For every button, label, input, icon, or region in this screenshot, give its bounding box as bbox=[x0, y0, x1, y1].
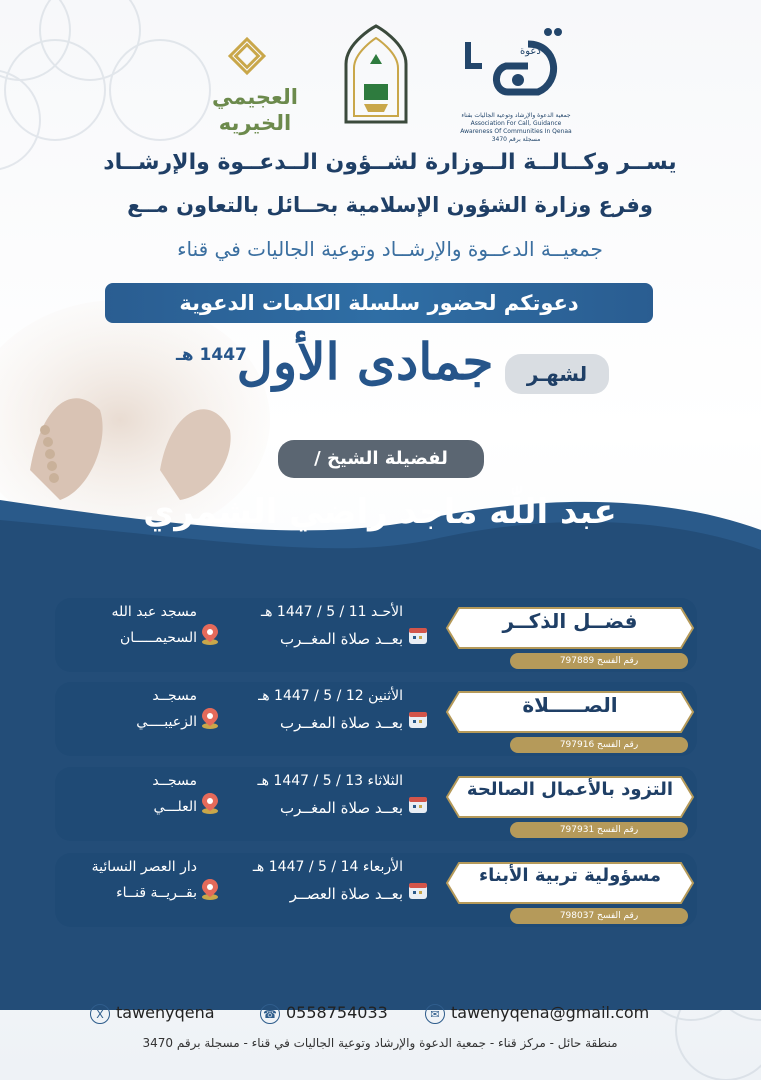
x-logo-icon: X bbox=[90, 1004, 110, 1024]
phone-number: 0558754033 bbox=[286, 1003, 388, 1022]
calendar-icon bbox=[407, 879, 429, 901]
mail-icon: ✉ bbox=[425, 1004, 445, 1024]
x-contact[interactable] bbox=[90, 1000, 215, 1026]
lecture-title: الصـــــلاة bbox=[522, 693, 618, 717]
calendar-icon bbox=[407, 624, 429, 646]
location-pin-icon bbox=[199, 622, 221, 646]
ajaimi-line1: العجيمي bbox=[212, 85, 298, 109]
ajaimi-name bbox=[190, 84, 320, 136]
permit-badge: رقم الفسح 798037 bbox=[510, 908, 688, 924]
venue-line-1: مسجــد bbox=[152, 688, 197, 704]
location-pin-icon bbox=[199, 877, 221, 901]
month-title: جمادى الأول bbox=[236, 332, 494, 391]
intro-line-3: جمعيــة الدعــوة والإرشــاد وتوعية الجاليات في قناء bbox=[177, 237, 603, 261]
lecture-card bbox=[55, 853, 697, 927]
venue-line-2: بقــريــة قنــاء bbox=[116, 885, 197, 901]
x-handle: tawenyqena bbox=[116, 1003, 215, 1022]
ajaimi-line2: الخيريه bbox=[218, 111, 292, 135]
lecture-date: الأربعاء 14 / 5 / 1447 هـ bbox=[252, 859, 403, 875]
venue-line-1: مسجــد bbox=[152, 773, 197, 789]
venue-line-2: الزعيبــــي bbox=[136, 714, 197, 730]
assoc-caption-ar: جمعية الدعوة والإرشاد وتوعية الجاليات بقناء bbox=[461, 112, 571, 119]
phone-contact[interactable] bbox=[260, 1000, 388, 1026]
permit-badge: رقم الفسح 797931 bbox=[510, 822, 688, 838]
location-pin-icon bbox=[199, 791, 221, 815]
venue-line-2: السحيمـــــان bbox=[119, 630, 197, 646]
lecture-title: فضــل الذكــر bbox=[502, 609, 638, 633]
assoc-caption-en: Association For Call, Guidance Awareness Of Communities In Qenaa bbox=[460, 120, 572, 135]
lecture-date: الأثنين 12 / 5 / 1447 هـ bbox=[258, 688, 403, 704]
logos-row bbox=[0, 20, 761, 150]
permit-badge: رقم الفسح 797916 bbox=[510, 737, 688, 753]
lecture-date: الأحـد 11 / 5 / 1447 هـ bbox=[260, 604, 403, 620]
venue-line-1: دار العصر النسائية bbox=[91, 859, 197, 875]
lecture-card bbox=[55, 598, 697, 672]
assoc-word: دعوة bbox=[520, 46, 541, 57]
venue-line-2: العلـــي bbox=[153, 799, 197, 815]
lecture-title: التزود بالأعمال الصالحة bbox=[466, 779, 674, 800]
calendar-icon bbox=[407, 793, 429, 815]
location-pin-icon bbox=[199, 706, 221, 730]
association-logo-icon bbox=[458, 22, 568, 114]
lecture-date: الثلاثاء 13 / 5 / 1447 هـ bbox=[257, 773, 403, 789]
assoc-caption bbox=[456, 112, 576, 144]
lecture-time: بعــد صلاة العصــر bbox=[289, 885, 403, 903]
intro-line-2: وفرع وزارة الشؤون الإسلامية بحــائل بالتعاون مــع bbox=[127, 193, 653, 217]
lecture-card bbox=[55, 767, 697, 841]
email-address: tawenyqena@gmail.com bbox=[451, 1003, 650, 1022]
lecture-card bbox=[55, 682, 697, 756]
email-contact[interactable] bbox=[425, 1000, 649, 1026]
contact-bar bbox=[70, 1000, 690, 1030]
sheikh-name: عبد اللّٰه ماجد راضي الشمري bbox=[143, 492, 617, 532]
permit-badge: رقم الفسح 797889 bbox=[510, 653, 688, 669]
ministry-logo-icon bbox=[340, 24, 412, 124]
ajaimi-logo-icon bbox=[225, 34, 269, 78]
invitation-banner: دعوتكم لحضور سلسلة الكلمات الدعوية bbox=[105, 283, 653, 323]
intro-line-1: يســر وكــالــة الــوزارة لشــؤون الــدعــوة والإرشــاد bbox=[103, 150, 677, 175]
assoc-caption-reg: مسجلة برقم 3470 bbox=[491, 136, 541, 143]
hijri-year: 1447 هـ bbox=[176, 345, 247, 365]
sheikh-label: لفضيلة الشيخ / bbox=[278, 440, 484, 478]
venue-line-1: مسجد عبد الله bbox=[111, 604, 197, 620]
lecture-time: بعــد صلاة المغــرب bbox=[280, 799, 403, 817]
lecture-time: بعــد صلاة المغــرب bbox=[280, 714, 403, 732]
phone-icon: ☎ bbox=[260, 1004, 280, 1024]
calendar-icon bbox=[407, 708, 429, 730]
lecture-time: بعــد صلاة المغــرب bbox=[280, 630, 403, 648]
lecture-title: مسؤولية تربية الأبناء bbox=[478, 865, 662, 886]
footer-address: منطقة حائل - مركز قناء - جمعية الدعوة والإرشاد وتوعية الجاليات في قناء - مسجلة برقم 3470 bbox=[142, 1036, 618, 1050]
month-label: لشهـر bbox=[505, 354, 609, 394]
